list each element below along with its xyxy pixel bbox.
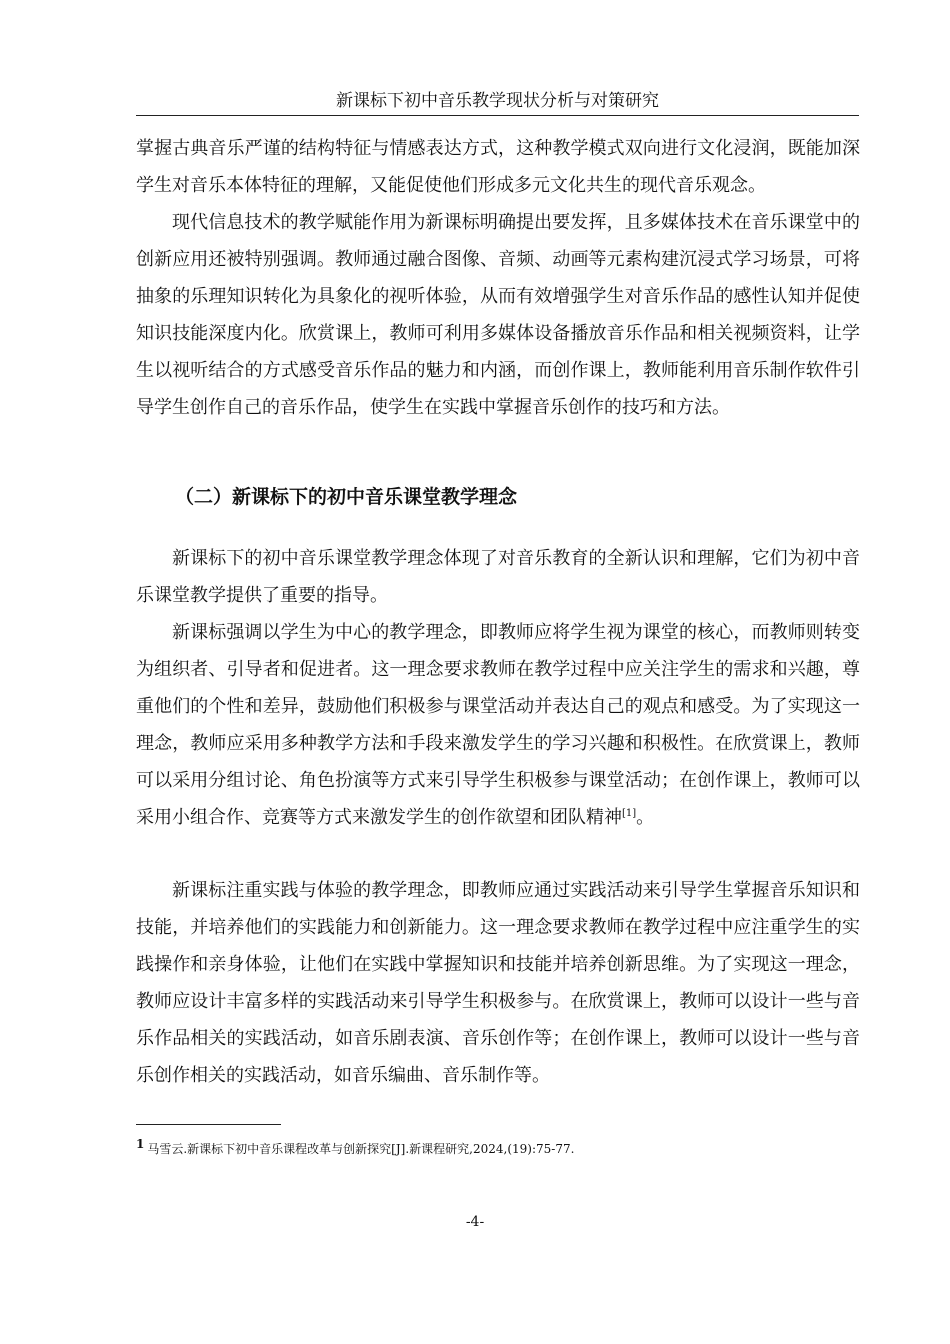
paragraph-intro: 新课标下的初中音乐课堂教学理念体现了对音乐教育的全新认识和理解，它们为初中音乐课堂教学提供了重要的指导。 — [136, 548, 860, 606]
running-header: 新课标下初中音乐教学现状分析与对策研究 — [136, 88, 859, 116]
footnote-text: 马雪云.新课标下初中音乐课程改革与创新探究[J].新课程研究,2024,(19):75-77. — [147, 1142, 575, 1156]
section-heading: （二）新课标下的初中音乐课堂教学理念 — [175, 486, 518, 508]
paragraph-end-punct: 。 — [636, 807, 655, 828]
citation-ref[interactable]: [1] — [622, 808, 637, 819]
paragraph-multimedia: 现代信息技术的教学赋能作用为新课标明确提出要发挥，且多媒体技术在音乐课堂中的创新应用还被特别强调。教师通过融合图像、音频、动画等元素构建沉浸式学习场景，可将抽象的乐理知识转化为具象化的视听体验，从而有效增强学生对音乐作品的感性认知并促使知识技能深度内化。欣赏课上，教师可利用多媒体设备播放音乐作品和相关视频资料，让学生以视听结合的方式感受音乐作品的魅力和内涵，而创作课上，教师能利用音乐制作软件引导学生创作自己的音乐作品，使学生在实践中掌握音乐创作的技巧和方法。 — [136, 212, 860, 418]
page-number: -4- — [465, 1214, 485, 1230]
paragraph-continued: 掌握古典音乐严谨的结构特征与情感表达方式，这种教学模式双向进行文化浸润，既能加深学生对音乐本体特征的理解，又能促使他们形成多元文化共生的现代音乐观念。 — [136, 138, 860, 196]
footnote-divider — [136, 1124, 281, 1125]
paragraph-practice: 新课标注重实践与体验的教学理念，即教师应通过实践活动来引导学生掌握音乐知识和技能，并培养他们的实践能力和创新能力。这一理念要求教师在教学过程中应注重学生的实践操作和亲身体验，让他们在实践中掌握知识和技能并培养创新思维。为了实现这一理念，教师应设计丰富多样的实践活动来引导学生积极参与。在欣赏课上，教师可以设计一些与音乐作品相关的实践活动，如音乐剧表演、音乐创作等；在创作课上，教师可以设计一些与音乐创作相关的实践活动，如音乐编曲、音乐制作等。 — [136, 880, 860, 1086]
paragraph-student-centered — [136, 614, 860, 836]
footnote — [136, 1137, 575, 1158]
footnote-marker: 1 — [136, 1137, 145, 1151]
paragraph-text: 新课标强调以学生为中心的教学理念，即教师应将学生视为课堂的核心，而教师则转变为组织者、引导者和促进者。这一理念要求教师在教学过程中应关注学生的需求和兴趣，尊重他们的个性和差异，鼓励他们积极参与课堂活动并表达自己的观点和感受。为了实现这一理念，教师应采用多种教学方法和手段来激发学生的学习兴趣和积极性。在欣赏课上，教师可以采用分组讨论、角色扮演等方式来引导学生积极参与课堂活动；在创作课上，教师可以采用小组合作、竞赛等方式来激发学生的创作欲望和团队精神 — [136, 622, 860, 828]
